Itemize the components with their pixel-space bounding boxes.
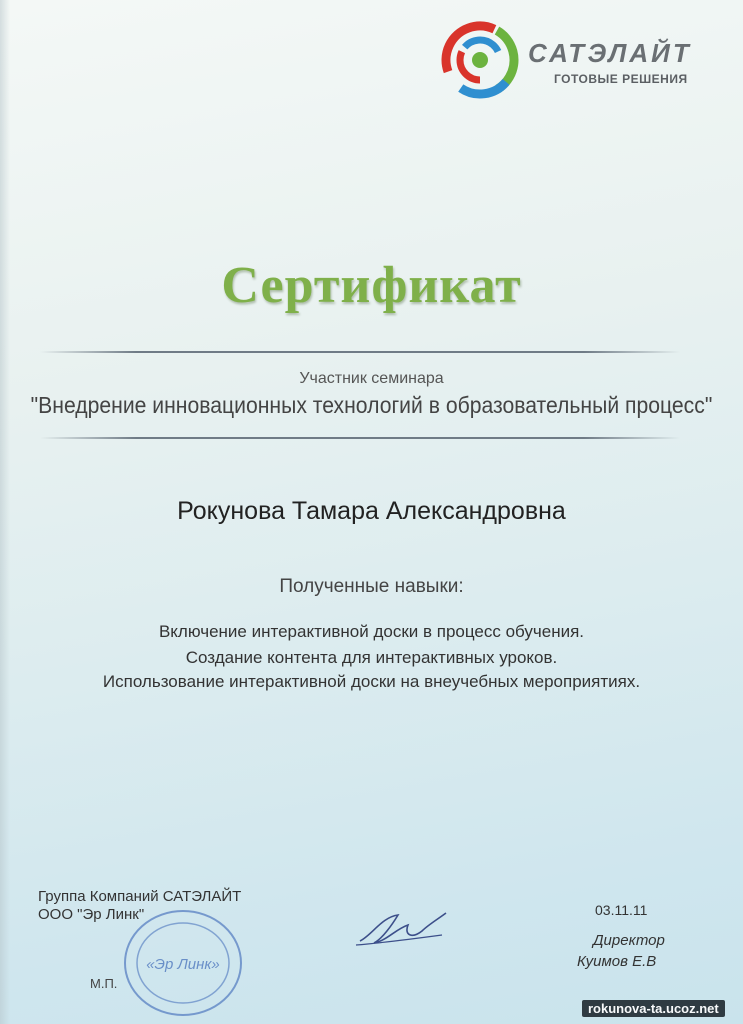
signature-icon: [352, 905, 452, 955]
director-title: Директор: [593, 932, 665, 949]
skills-heading: Полученные навыки:: [279, 576, 464, 597]
company-logo: [440, 20, 730, 100]
logo-ring-icon: [440, 20, 520, 100]
skill-item: Включение интерактивной доски в процесс обучения.: [158, 622, 585, 641]
org-company-name: ООО "Эр Линк": [38, 906, 145, 923]
skill-item: Использование интерактивной доски на внеучебных мероприятиях.: [102, 672, 641, 691]
recipient-name: Рокунова Тамара Александровна: [177, 497, 566, 525]
skill-item: Создание контента для интерактивных уроков.: [185, 648, 558, 667]
director-name: Куимов Е.В: [577, 953, 657, 970]
logo-brand-text: САТЭЛАЙТ: [528, 38, 692, 68]
logo-subtitle: ГОТОВЫЕ РЕШЕНИЯ: [554, 72, 688, 86]
seal-label: М.П.: [90, 976, 118, 991]
seminar-title: "Внедрение инновационных технологий в образовательный процесс": [30, 392, 713, 418]
website-watermark: rokunova-ta.ucoz.net: [582, 1000, 725, 1017]
top-divider: [40, 351, 680, 353]
bottom-divider: [40, 437, 680, 439]
stamp-text: «Эр Линк»: [146, 956, 220, 973]
org-group-name: Группа Компаний САТЭЛАЙТ: [38, 888, 242, 905]
issue-date: 03.11.11: [595, 902, 648, 918]
participant-label: Участник семинара: [299, 370, 444, 387]
company-stamp-icon: [118, 905, 248, 1020]
certificate-title: Сертификат: [221, 257, 522, 314]
